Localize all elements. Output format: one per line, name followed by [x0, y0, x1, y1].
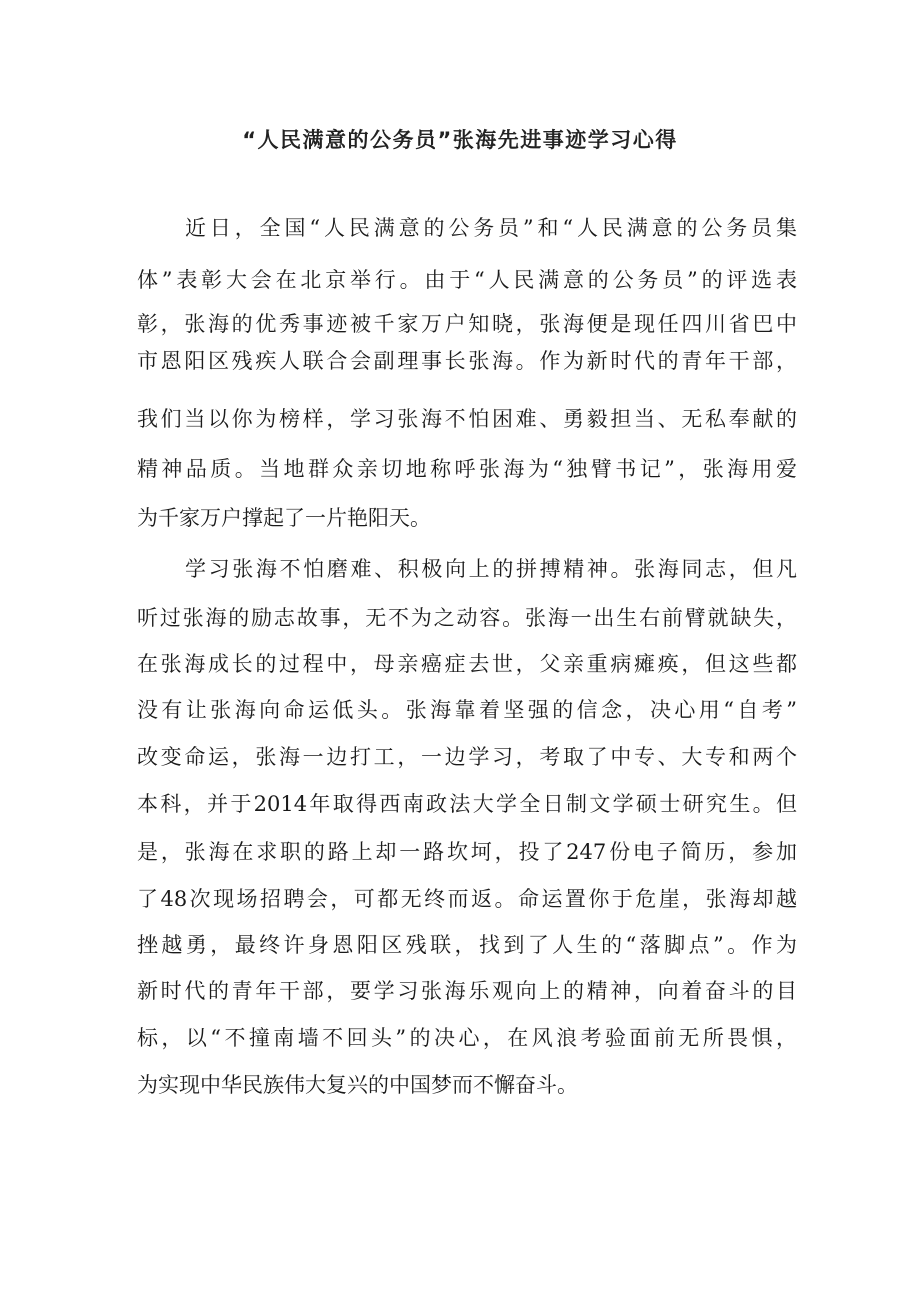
paragraph-line: 精神品质。当地群众亲切地称呼张海为“独臂书记”，张海用爱 — [137, 457, 797, 481]
paragraph-line: 标，以“不撞南墙不回头”的决心，在风浪考验面前无所畏惧， — [137, 1026, 797, 1050]
paragraph-line: 新时代的青年干部，要学习张海乐观向上的精神，向着奋斗的目 — [137, 979, 797, 1003]
paragraph-line: 学习张海不怕磨难、积极向上的拼搏精神。张海同志，但凡 — [185, 557, 797, 581]
paragraph-line: 挫越勇，最终许身恩阳区残联，找到了人生的“落脚点”。作为 — [137, 933, 797, 957]
paragraph-line: 本科，并于2014年取得西南政法大学全日制文学硕士研究生。但 — [137, 792, 797, 816]
document-title: “人民满意的公务员”张海先进事迹学习心得 — [242, 128, 678, 152]
paragraph-line: 近日，全国“人民满意的公务员”和“人民满意的公务员集 — [185, 216, 797, 240]
paragraph-line: 没有让张海向命运低头。张海靠着坚强的信念，决心用“自考” — [137, 698, 797, 722]
paragraph-line: 市恩阳区残疾人联合会副理事长张海。作为新时代的青年干部， — [137, 349, 797, 373]
paragraph-line: 我们当以你为榜样，学习张海不怕困难、勇毅担当、无私奉献的 — [137, 407, 797, 431]
paragraph-line: 为千家万户撑起了一片艳阳天。 — [137, 506, 431, 530]
paragraph-line: 彰，张海的优秀事迹被千家万户知晓，张海便是现任四川省巴中 — [137, 312, 797, 336]
paragraph-line: 体”表彰大会在北京举行。由于“人民满意的公务员”的评选表 — [137, 268, 797, 292]
paragraph-line: 为实现中华民族伟大复兴的中国梦而不懈奋斗。 — [137, 1073, 578, 1097]
paragraph-line: 在张海成长的过程中，母亲癌症去世，父亲重病瘫痪，但这些都 — [137, 652, 797, 676]
paragraph-line: 是，张海在求职的路上却一路坎坷，投了247份电子简历，参加 — [137, 840, 797, 864]
paragraph-line: 听过张海的励志故事，无不为之动容。张海一出生右前臂就缺失， — [137, 606, 797, 630]
paragraph-line: 了48次现场招聘会，可都无终而返。命运置你于危崖，张海却越 — [137, 887, 797, 911]
paragraph-line: 改变命运，张海一边打工，一边学习，考取了中专、大专和两个 — [137, 745, 797, 769]
